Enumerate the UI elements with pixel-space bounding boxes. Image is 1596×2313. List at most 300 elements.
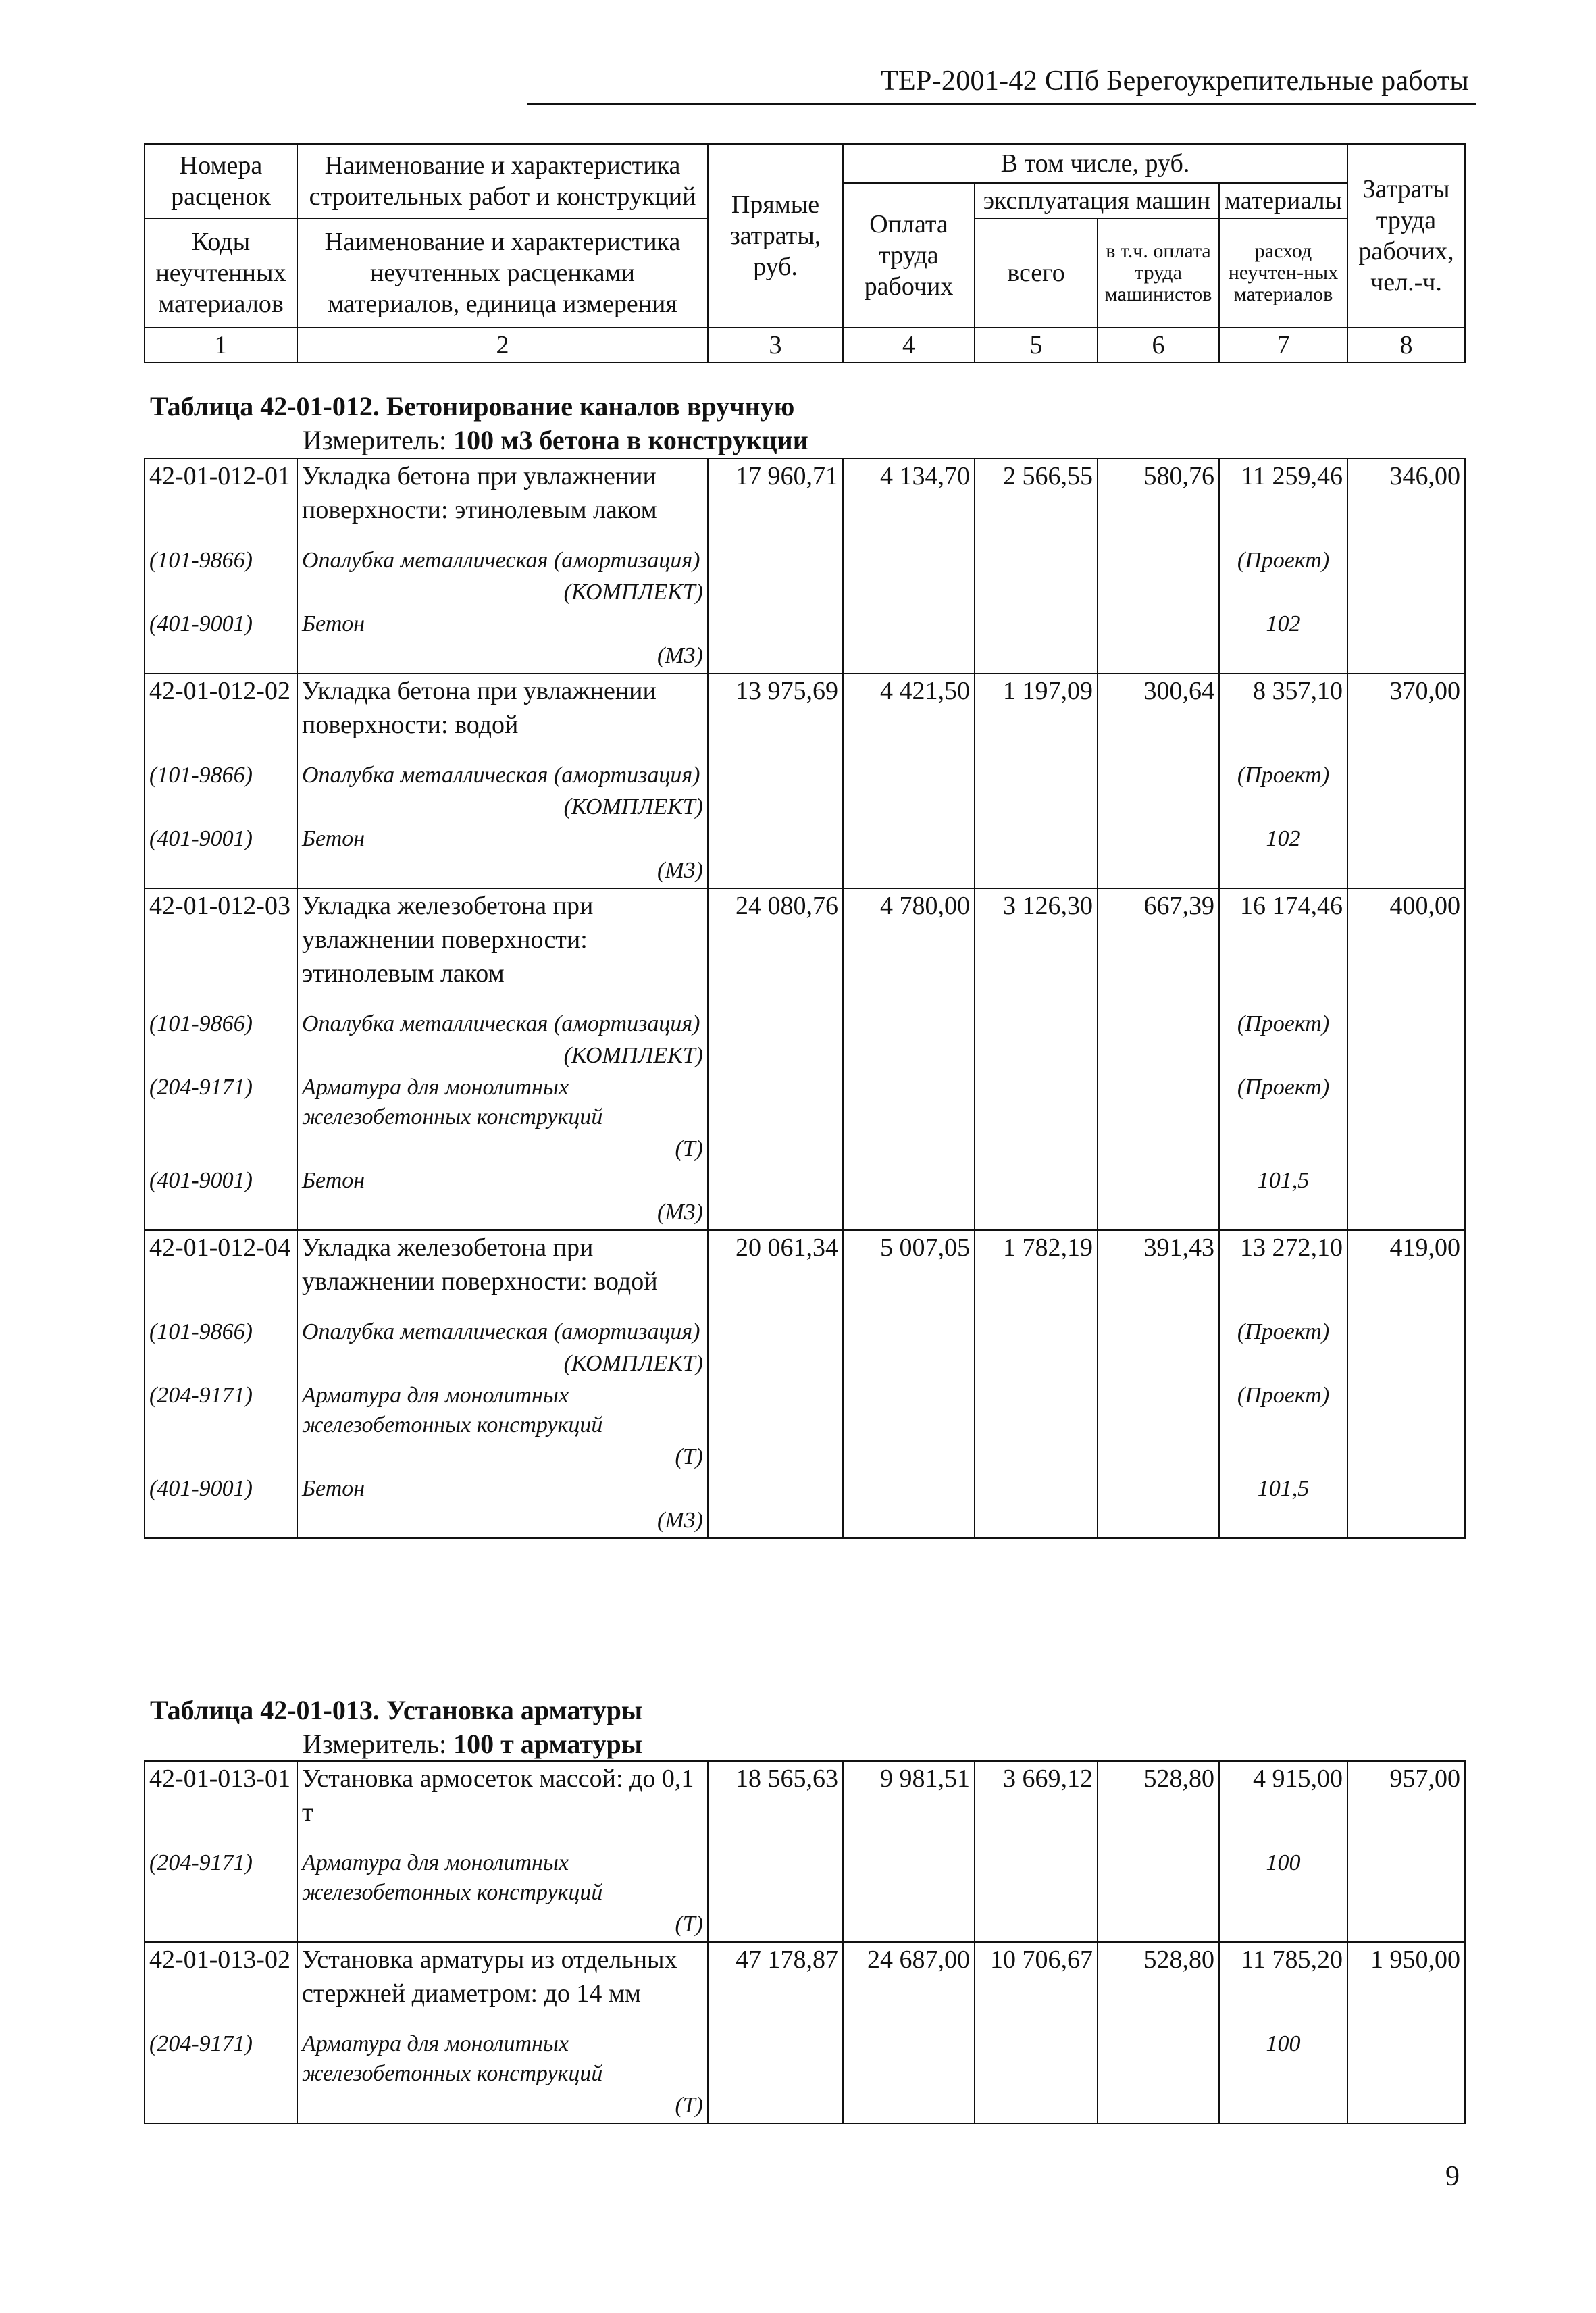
table-measure — [303, 1728, 642, 1760]
material-row — [145, 546, 1465, 576]
empty-cell — [145, 576, 297, 609]
empty-cell — [975, 576, 1098, 609]
rate-c6: 667,39 — [1098, 888, 1219, 1009]
empty-cell — [843, 761, 975, 790]
material-qty: 101,5 — [1219, 1474, 1347, 1504]
empty-cell — [1347, 1440, 1465, 1474]
empty-cell — [975, 1347, 1098, 1381]
empty-cell — [1098, 546, 1219, 576]
material-name: Арматура для монолитных железобетонных конструкций — [297, 1848, 708, 1908]
rate-c8: 346,00 — [1347, 459, 1465, 546]
rate-c4: 5 007,05 — [843, 1230, 975, 1317]
rate-name: Установка армосеток массой: до 0,1 т — [297, 1761, 708, 1848]
empty-cell — [1347, 639, 1465, 673]
rate-c4: 24 687,00 — [843, 1942, 975, 2029]
empty-cell — [1219, 1132, 1347, 1166]
empty-cell — [843, 854, 975, 888]
empty-cell — [1098, 639, 1219, 673]
empty-cell — [145, 1132, 297, 1166]
empty-cell — [1347, 1166, 1465, 1196]
rates-table-42-01-012 — [144, 458, 1466, 1539]
empty-cell — [975, 639, 1098, 673]
col-number: 6 — [1098, 328, 1219, 363]
material-qty: (Проект) — [1219, 1073, 1347, 1132]
empty-cell — [1098, 609, 1219, 639]
rate-name: Установка арматуры из отдельных стержней диаметром: до 14 мм — [297, 1942, 708, 2029]
empty-cell — [145, 1039, 297, 1073]
col-machines-header: эксплуатация машин — [975, 183, 1219, 218]
rate-c6: 391,43 — [1098, 1230, 1219, 1317]
empty-cell — [975, 1009, 1098, 1039]
empty-cell — [1347, 2089, 1465, 2123]
material-qty: (Проект) — [1219, 1317, 1347, 1347]
empty-cell — [708, 1908, 843, 1942]
table-measure — [303, 424, 808, 456]
empty-cell — [843, 790, 975, 824]
material-qty: (Проект) — [1219, 546, 1347, 576]
page-number: 9 — [1445, 2161, 1460, 2192]
material-code: (101-9866) — [145, 546, 297, 576]
empty-cell — [1098, 1317, 1219, 1347]
table-title: Таблица 42-01-012. Бетонирование каналов вручную — [150, 391, 795, 422]
material-code: (204-9171) — [145, 2029, 297, 2089]
material-name: Арматура для монолитных железобетонных конструкций — [297, 1073, 708, 1132]
material-unit-row — [145, 1440, 1465, 1474]
rate-c8: 370,00 — [1347, 673, 1465, 761]
material-row — [145, 824, 1465, 854]
rate-c6: 580,76 — [1098, 459, 1219, 546]
rate-c3: 24 080,76 — [708, 888, 843, 1009]
empty-cell — [843, 1440, 975, 1474]
empty-cell — [1347, 1196, 1465, 1230]
empty-cell — [1219, 1440, 1347, 1474]
empty-cell — [708, 2089, 843, 2123]
rate-row — [145, 1761, 1465, 1848]
empty-cell — [1098, 1440, 1219, 1474]
empty-cell — [843, 1347, 975, 1381]
material-name: Бетон — [297, 1474, 708, 1504]
empty-cell — [708, 1381, 843, 1440]
empty-cell — [1347, 854, 1465, 888]
empty-cell — [708, 761, 843, 790]
empty-cell — [1098, 1009, 1219, 1039]
empty-cell — [843, 1381, 975, 1440]
material-unit: (Т) — [297, 1908, 708, 1942]
empty-cell — [708, 1317, 843, 1347]
rate-row — [145, 673, 1465, 761]
empty-cell — [708, 639, 843, 673]
empty-cell — [1219, 2089, 1347, 2123]
empty-cell — [1219, 854, 1347, 888]
material-unit: (КОМПЛЕКТ) — [297, 1039, 708, 1073]
material-row — [145, 1073, 1465, 1132]
material-name: Опалубка металлическая (амортизация) — [297, 761, 708, 790]
empty-cell — [1347, 1009, 1465, 1039]
col-codes-header: Номера расценок — [145, 144, 297, 218]
material-qty: (Проект) — [1219, 761, 1347, 790]
empty-cell — [708, 1347, 843, 1381]
empty-cell — [145, 790, 297, 824]
running-header: ТЕР-2001-42 СПб Берегоукрепительные работы — [881, 66, 1469, 97]
empty-cell — [975, 546, 1098, 576]
empty-cell — [975, 1166, 1098, 1196]
empty-cell — [843, 1196, 975, 1230]
empty-cell — [1347, 1132, 1465, 1166]
empty-cell — [975, 1381, 1098, 1440]
material-name: Опалубка металлическая (амортизация) — [297, 546, 708, 576]
empty-cell — [1347, 1317, 1465, 1347]
rate-c5: 1 197,09 — [975, 673, 1098, 761]
material-name: Бетон — [297, 824, 708, 854]
material-unit-row — [145, 1039, 1465, 1073]
empty-cell — [1219, 1347, 1347, 1381]
empty-cell — [145, 854, 297, 888]
rate-code: 42-01-012-03 — [145, 888, 297, 1009]
material-code: (401-9001) — [145, 1166, 297, 1196]
rate-c3: 13 975,69 — [708, 673, 843, 761]
rate-name: Укладка бетона при увлажнении поверхности: этинолевым лаком — [297, 459, 708, 546]
material-qty: (Проект) — [1219, 1381, 1347, 1440]
rate-c6: 528,80 — [1098, 1942, 1219, 2029]
empty-cell — [1098, 1474, 1219, 1504]
empty-cell — [1347, 790, 1465, 824]
empty-cell — [975, 2089, 1098, 2123]
empty-cell — [975, 1132, 1098, 1166]
material-unit: (КОМПЛЕКТ) — [297, 1347, 708, 1381]
col-machines-total-header: всего — [975, 218, 1098, 328]
col-direct-costs-header: Прямые затраты, руб. — [708, 144, 843, 328]
rate-c3: 18 565,63 — [708, 1761, 843, 1848]
empty-cell — [843, 1166, 975, 1196]
empty-cell — [1219, 1196, 1347, 1230]
empty-cell — [145, 1504, 297, 1538]
rate-c7: 8 357,10 — [1219, 673, 1347, 761]
col-number: 8 — [1347, 328, 1465, 363]
empty-cell — [1347, 761, 1465, 790]
material-qty: 100 — [1219, 1848, 1347, 1908]
empty-cell — [1347, 1073, 1465, 1132]
material-code: (401-9001) — [145, 609, 297, 639]
empty-cell — [1219, 1908, 1347, 1942]
rate-c7: 4 915,00 — [1219, 1761, 1347, 1848]
rate-c3: 47 178,87 — [708, 1942, 843, 2029]
empty-cell — [1098, 790, 1219, 824]
rate-c7: 16 174,46 — [1219, 888, 1347, 1009]
empty-cell — [975, 1196, 1098, 1230]
col-material-codes-header: Коды неучтенных материалов — [145, 218, 297, 328]
empty-cell — [1347, 1848, 1465, 1908]
material-code: (101-9866) — [145, 1009, 297, 1039]
rate-c7: 13 272,10 — [1219, 1230, 1347, 1317]
empty-cell — [1219, 1039, 1347, 1073]
material-unit: (Т) — [297, 2089, 708, 2123]
empty-cell — [1098, 1073, 1219, 1132]
rate-c8: 400,00 — [1347, 888, 1465, 1009]
rate-code: 42-01-013-02 — [145, 1942, 297, 2029]
empty-cell — [1098, 1908, 1219, 1942]
rate-c5: 1 782,19 — [975, 1230, 1098, 1317]
rate-c7: 11 259,46 — [1219, 459, 1347, 546]
material-row — [145, 761, 1465, 790]
empty-cell — [1347, 1908, 1465, 1942]
empty-cell — [1098, 1848, 1219, 1908]
empty-cell — [708, 1073, 843, 1132]
empty-cell — [708, 854, 843, 888]
empty-cell — [975, 1474, 1098, 1504]
material-unit-row — [145, 1196, 1465, 1230]
empty-cell — [843, 824, 975, 854]
empty-cell — [1098, 1381, 1219, 1440]
empty-cell — [145, 2089, 297, 2123]
empty-cell — [975, 790, 1098, 824]
empty-cell — [975, 609, 1098, 639]
rate-name: Укладка железобетона при увлажнении поверхности: этинолевым лаком — [297, 888, 708, 1009]
empty-cell — [145, 1196, 297, 1230]
empty-cell — [843, 2029, 975, 2089]
material-name: Бетон — [297, 1166, 708, 1196]
material-unit: (М3) — [297, 1504, 708, 1538]
rate-code: 42-01-013-01 — [145, 1761, 297, 1848]
empty-cell — [1098, 1039, 1219, 1073]
empty-cell — [145, 639, 297, 673]
empty-cell — [1098, 1196, 1219, 1230]
material-unit: (М3) — [297, 639, 708, 673]
rate-c7: 11 785,20 — [1219, 1942, 1347, 2029]
empty-cell — [708, 576, 843, 609]
rate-c4: 4 421,50 — [843, 673, 975, 761]
material-unit-row — [145, 790, 1465, 824]
empty-cell — [975, 1908, 1098, 1942]
material-unit-row — [145, 1132, 1465, 1166]
material-row — [145, 1317, 1465, 1347]
empty-cell — [843, 1848, 975, 1908]
empty-cell — [1347, 1504, 1465, 1538]
col-material-name-header: Наименование и характеристика неучтенных расценками материалов, единица измерения — [297, 218, 708, 328]
col-number: 5 — [975, 328, 1098, 363]
empty-cell — [708, 824, 843, 854]
empty-cell — [843, 1132, 975, 1166]
material-qty: (Проект) — [1219, 1009, 1347, 1039]
empty-cell — [1347, 1039, 1465, 1073]
empty-cell — [975, 2029, 1098, 2089]
material-code: (401-9001) — [145, 1474, 297, 1504]
empty-cell — [1098, 1504, 1219, 1538]
empty-cell — [708, 1848, 843, 1908]
empty-cell — [975, 1073, 1098, 1132]
empty-cell — [843, 1317, 975, 1347]
material-unit-row — [145, 2089, 1465, 2123]
material-name: Опалубка металлическая (амортизация) — [297, 1317, 708, 1347]
rate-code: 42-01-012-02 — [145, 673, 297, 761]
table-title: Таблица 42-01-013. Установка арматуры — [150, 1695, 643, 1725]
empty-cell — [1098, 1166, 1219, 1196]
measure-value: 100 м3 бетона в конструкции — [453, 425, 808, 455]
rates-table-42-01-013 — [144, 1760, 1466, 2124]
material-qty: 101,5 — [1219, 1166, 1347, 1196]
empty-cell — [1219, 790, 1347, 824]
empty-cell — [708, 790, 843, 824]
empty-cell — [975, 824, 1098, 854]
rate-c8: 957,00 — [1347, 1761, 1465, 1848]
empty-cell — [1098, 854, 1219, 888]
col-materials-group-header: материалы — [1219, 183, 1347, 218]
empty-cell — [1098, 1132, 1219, 1166]
material-code: (101-9866) — [145, 761, 297, 790]
material-unit: (Т) — [297, 1132, 708, 1166]
empty-cell — [1347, 2029, 1465, 2089]
empty-cell — [708, 609, 843, 639]
empty-cell — [1347, 824, 1465, 854]
rate-c4: 4 780,00 — [843, 888, 975, 1009]
material-qty: 100 — [1219, 2029, 1347, 2089]
empty-cell — [1347, 546, 1465, 576]
rate-row — [145, 1230, 1465, 1317]
empty-cell — [975, 1039, 1098, 1073]
empty-cell — [708, 1009, 843, 1039]
empty-cell — [708, 546, 843, 576]
rate-code: 42-01-012-01 — [145, 459, 297, 546]
empty-cell — [1098, 824, 1219, 854]
rate-row — [145, 459, 1465, 546]
empty-cell — [708, 1474, 843, 1504]
material-row — [145, 609, 1465, 639]
empty-cell — [843, 576, 975, 609]
empty-cell — [975, 1504, 1098, 1538]
empty-cell — [145, 1440, 297, 1474]
rate-c3: 20 061,34 — [708, 1230, 843, 1317]
material-code: (101-9866) — [145, 1317, 297, 1347]
empty-cell — [975, 761, 1098, 790]
rate-c5: 10 706,67 — [975, 1942, 1098, 2029]
empty-cell — [1347, 1381, 1465, 1440]
empty-cell — [843, 1474, 975, 1504]
material-unit: (Т) — [297, 1440, 708, 1474]
material-name: Арматура для монолитных железобетонных конструкций — [297, 1381, 708, 1440]
col-machinists-header: в т.ч. оплата труда машинистов — [1098, 218, 1219, 328]
header-rule — [527, 103, 1476, 105]
col-labor-header: Затраты труда рабочих, чел.-ч. — [1347, 144, 1465, 328]
empty-cell — [843, 1039, 975, 1073]
material-unit: (М3) — [297, 1196, 708, 1230]
rate-c5: 3 126,30 — [975, 888, 1098, 1009]
rate-c5: 3 669,12 — [975, 1761, 1098, 1848]
col-number: 4 — [843, 328, 975, 363]
material-unit: (М3) — [297, 854, 708, 888]
measure-label: Измеритель: — [303, 425, 447, 455]
empty-cell — [1347, 1474, 1465, 1504]
material-unit: (КОМПЛЕКТ) — [297, 790, 708, 824]
material-unit-row — [145, 854, 1465, 888]
material-row — [145, 1381, 1465, 1440]
material-row — [145, 2029, 1465, 2089]
empty-cell — [1098, 1347, 1219, 1381]
rate-name: Укладка бетона при увлажнении поверхности: водой — [297, 673, 708, 761]
empty-cell — [843, 1009, 975, 1039]
material-code: (204-9171) — [145, 1381, 297, 1440]
rate-c4: 4 134,70 — [843, 459, 975, 546]
material-unit-row — [145, 576, 1465, 609]
material-unit: (КОМПЛЕКТ) — [297, 576, 708, 609]
measure-label: Измеритель: — [303, 1729, 447, 1759]
empty-cell — [1347, 576, 1465, 609]
rate-c8: 1 950,00 — [1347, 1942, 1465, 2029]
rate-row — [145, 888, 1465, 1009]
empty-cell — [975, 854, 1098, 888]
empty-cell — [708, 1504, 843, 1538]
material-unit-row — [145, 639, 1465, 673]
empty-cell — [708, 2029, 843, 2089]
empty-cell — [708, 1440, 843, 1474]
material-name: Арматура для монолитных железобетонных конструкций — [297, 2029, 708, 2089]
material-code: (401-9001) — [145, 824, 297, 854]
empty-cell — [1219, 576, 1347, 609]
col-number: 1 — [145, 328, 297, 363]
rate-code: 42-01-012-04 — [145, 1230, 297, 1317]
col-group-header: В том числе, руб. — [843, 144, 1347, 183]
empty-cell — [1098, 2029, 1219, 2089]
empty-cell — [708, 1039, 843, 1073]
empty-cell — [708, 1166, 843, 1196]
rate-c5: 2 566,55 — [975, 459, 1098, 546]
col-materials-header: расход неучтен-ных материалов — [1219, 218, 1347, 328]
material-unit-row — [145, 1504, 1465, 1538]
material-code: (204-9171) — [145, 1848, 297, 1908]
empty-cell — [1347, 609, 1465, 639]
empty-cell — [1219, 1504, 1347, 1538]
rate-c6: 300,64 — [1098, 673, 1219, 761]
empty-cell — [1098, 2089, 1219, 2123]
material-row — [145, 1474, 1465, 1504]
empty-cell — [145, 1908, 297, 1942]
material-row — [145, 1166, 1465, 1196]
empty-cell — [975, 1440, 1098, 1474]
material-qty: 102 — [1219, 824, 1347, 854]
rate-c8: 419,00 — [1347, 1230, 1465, 1317]
col-name-header: Наименование и характеристика строительных работ и конструкций — [297, 144, 708, 218]
col-wages-header: Оплата труда рабочих — [843, 183, 975, 328]
col-number: 3 — [708, 328, 843, 363]
empty-cell — [843, 1073, 975, 1132]
column-header-table — [144, 143, 1466, 363]
empty-cell — [843, 1908, 975, 1942]
empty-cell — [1098, 576, 1219, 609]
material-row — [145, 1848, 1465, 1908]
rate-c3: 17 960,71 — [708, 459, 843, 546]
material-name: Бетон — [297, 609, 708, 639]
material-unit-row — [145, 1347, 1465, 1381]
col-number: 7 — [1219, 328, 1347, 363]
empty-cell — [843, 546, 975, 576]
empty-cell — [975, 1317, 1098, 1347]
empty-cell — [1219, 639, 1347, 673]
material-unit-row — [145, 1908, 1465, 1942]
material-code: (204-9171) — [145, 1073, 297, 1132]
empty-cell — [145, 1347, 297, 1381]
material-qty: 102 — [1219, 609, 1347, 639]
rate-name: Укладка железобетона при увлажнении поверхности: водой — [297, 1230, 708, 1317]
rate-c6: 528,80 — [1098, 1761, 1219, 1848]
empty-cell — [708, 1132, 843, 1166]
material-row — [145, 1009, 1465, 1039]
empty-cell — [843, 609, 975, 639]
rate-row — [145, 1942, 1465, 2029]
rate-c4: 9 981,51 — [843, 1761, 975, 1848]
material-name: Опалубка металлическая (амортизация) — [297, 1009, 708, 1039]
empty-cell — [1098, 761, 1219, 790]
empty-cell — [708, 1196, 843, 1230]
empty-cell — [843, 639, 975, 673]
empty-cell — [843, 1504, 975, 1538]
